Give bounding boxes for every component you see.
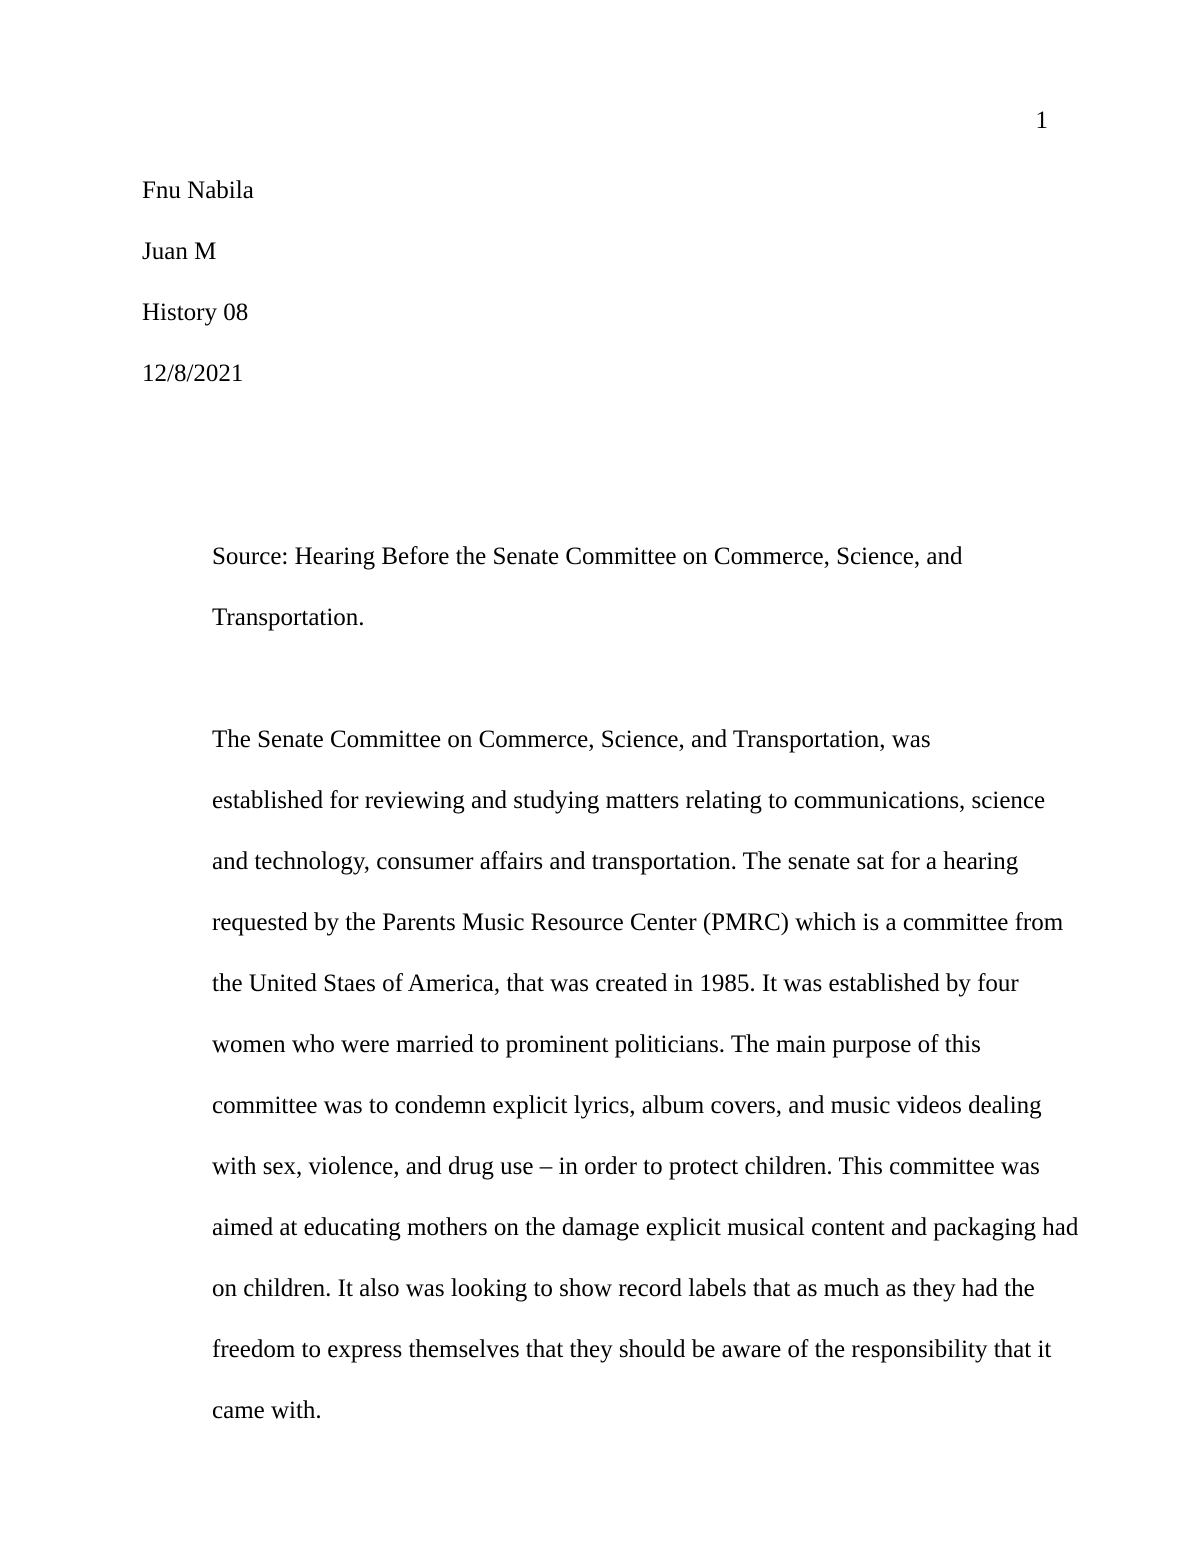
body-line: requested by the Parents Music Resource Center (PMRC) which is a committee from <box>212 909 1064 936</box>
mla-heading <box>142 160 1060 404</box>
instructor-name: Juan M <box>142 238 217 265</box>
body-line: the United Staes of America, that was created in 1985. It was established by four <box>212 970 1019 997</box>
page-number: 1 <box>1035 107 1048 134</box>
body-line: and technology, consumer affairs and transportation. The senate sat for a hearing <box>212 848 1019 875</box>
body-line: women who were married to prominent politicians. The main purpose of this <box>212 1031 981 1058</box>
source-line: Transportation. <box>212 604 365 631</box>
body-line: with sex, violence, and drug use – in order to protect children. This committee was <box>212 1153 1040 1180</box>
body-line: established for reviewing and studying matters relating to communications, science <box>212 787 1046 814</box>
source-line: Source: Hearing Before the Senate Committee on Commerce, Science, and <box>212 543 963 570</box>
course-name: History 08 <box>142 299 249 326</box>
body-line: freedom to express themselves that they should be aware of the responsibility that it <box>212 1336 1052 1363</box>
source-paragraph <box>142 526 1060 648</box>
body-line: The Senate Committee on Commerce, Science, and Transportation, was <box>212 726 931 753</box>
body-line: on children. It also was looking to show record labels that as much as they had the <box>212 1275 1035 1302</box>
body-line: came with. <box>212 1397 322 1424</box>
student-name: Fnu Nabila <box>142 177 254 204</box>
body-line: committee was to condemn explicit lyrics, album covers, and music videos dealing <box>212 1092 1042 1119</box>
document-content <box>142 160 1079 1441</box>
body-line: aimed at educating mothers on the damage explicit musical content and packaging had <box>212 1214 1079 1241</box>
blank-space <box>142 404 1060 526</box>
date: 12/8/2021 <box>142 360 244 387</box>
blank-space <box>142 648 1060 709</box>
body-paragraph <box>142 709 1079 1441</box>
